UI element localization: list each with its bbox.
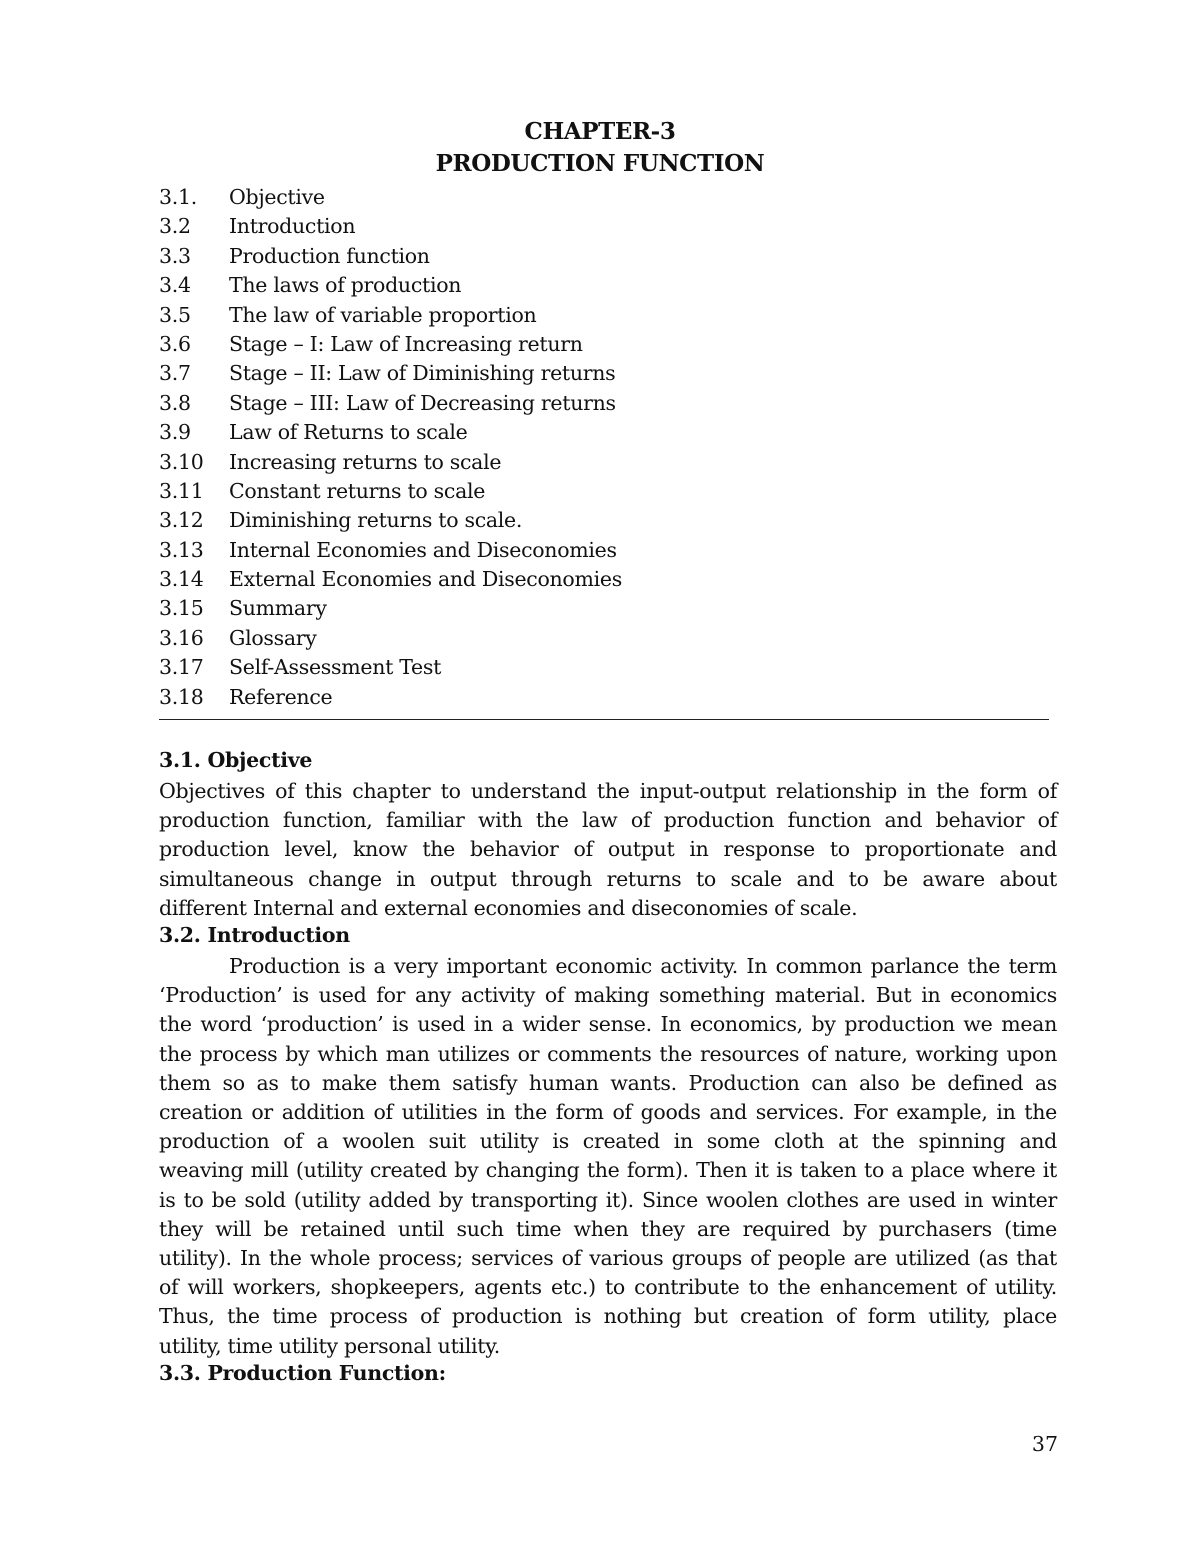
text-line: utility). In the whole process; services of various groups of people are utilized (as that	[159, 1246, 1057, 1271]
toc-item	[159, 271, 622, 300]
toc-item-label: The laws of production	[229, 273, 462, 298]
text-line: production function, familiar with the law of production function and behavior of	[159, 808, 1057, 833]
text-line: production level, know the behavior of output in response to proportionate and	[159, 837, 1057, 862]
toc-item-number: 3.18	[159, 684, 204, 709]
toc-item-label: Law of Returns to scale	[229, 420, 468, 445]
toc-item	[159, 330, 622, 359]
toc-item	[159, 359, 622, 388]
toc-item-number: 3.13	[159, 537, 204, 562]
toc-item-number: 3.1.	[159, 185, 197, 209]
text-line: Objectives of this chapter to understand the input-output relationship in the form of	[159, 779, 1057, 803]
toc-item	[159, 565, 622, 594]
toc-item-label: Summary	[229, 596, 327, 621]
toc-item	[159, 653, 622, 682]
toc-item-number: 3.15	[159, 596, 204, 621]
toc-item-number: 3.4	[159, 273, 191, 298]
text-line: simultaneous change in output through returns to scale and to be aware about	[159, 866, 1057, 891]
toc-item	[159, 242, 622, 271]
toc-item-number: 3.14	[159, 567, 204, 592]
text-line: Thus, the time process of production is nothing but creation of form utility, place	[159, 1304, 1057, 1329]
toc-item-label: Constant returns to scale	[229, 478, 486, 503]
toc-item-label: Increasing returns to scale	[229, 449, 502, 474]
toc-item-label: Objective	[229, 185, 325, 209]
toc-item-number: 3.8	[159, 390, 191, 415]
toc-item	[159, 389, 622, 418]
toc-item	[159, 506, 622, 535]
toc-item-label: Stage – II: Law of Diminishing returns	[229, 361, 616, 386]
toc-item-label: External Economies and Diseconomies	[229, 567, 622, 592]
text-line: ‘Production’ is used for any activity of making something material. But in economics	[159, 983, 1057, 1008]
toc-item	[159, 683, 622, 712]
text-line: of will workers, shopkeepers, agents etc.) to contribute to the enhancement of utility.	[159, 1275, 1057, 1300]
introduction-paragraph	[159, 952, 1057, 1361]
toc-item-number: 3.10	[159, 449, 204, 474]
toc-item-number: 3.3	[159, 243, 191, 268]
toc-item-number: 3.6	[159, 331, 191, 356]
toc-item	[159, 448, 622, 477]
text-line: utility, time utility personal utility.	[159, 1333, 501, 1358]
toc-item-label: Production function	[229, 243, 430, 268]
toc-item	[159, 624, 622, 653]
toc-item	[159, 212, 622, 241]
toc-item-label: Stage – III: Law of Decreasing returns	[229, 390, 616, 415]
table-of-contents	[159, 183, 622, 712]
toc-item-label: Introduction	[229, 214, 356, 239]
text-line: is to be sold (utility added by transporting it). Since woolen clothes are used in winter	[159, 1187, 1057, 1212]
toc-item-number: 3.2	[159, 214, 191, 239]
toc-item-number: 3.12	[159, 508, 204, 533]
text-line: the process by which man utilizes or comments the resources of nature, working upon	[159, 1041, 1057, 1066]
toc-item-label: Internal Economies and Diseconomies	[229, 537, 617, 562]
page-number: 37	[1031, 1432, 1058, 1456]
section-divider	[159, 719, 1049, 720]
toc-item	[159, 594, 622, 623]
text-line: Production is a very important economic activity. In common parlance the term	[229, 954, 1057, 978]
toc-item-label: Reference	[229, 684, 333, 709]
objective-heading: 3.1. Objective	[159, 748, 313, 772]
text-line: different Internal and external economies and diseconomies of scale.	[159, 895, 858, 920]
toc-item-label: Diminishing returns to scale.	[229, 508, 523, 533]
toc-item-number: 3.7	[159, 361, 191, 386]
toc-item	[159, 301, 622, 330]
objective-paragraph	[159, 777, 1057, 923]
toc-item	[159, 536, 622, 565]
text-line: them so as to make them satisfy human wants. Production can also be defined as	[159, 1070, 1057, 1095]
toc-item	[159, 418, 622, 447]
toc-item-number: 3.16	[159, 625, 204, 650]
text-line: production of a woolen suit utility is created in some cloth at the spinning and	[159, 1129, 1057, 1154]
toc-item-label: The law of variable proportion	[229, 302, 537, 327]
chapter-subtitle: PRODUCTION FUNCTION	[435, 150, 765, 177]
toc-item	[159, 183, 622, 212]
production-function-heading: 3.3. Production Function:	[159, 1361, 446, 1385]
introduction-heading: 3.2. Introduction	[159, 923, 350, 947]
toc-item-number: 3.9	[159, 420, 191, 445]
toc-item-label: Self-Assessment Test	[229, 655, 442, 680]
text-line: creation or addition of utilities in the form of goods and services. For example, in the	[159, 1100, 1057, 1125]
toc-item-label: Stage – I: Law of Increasing return	[229, 331, 583, 356]
toc-item	[159, 477, 622, 506]
chapter-title: CHAPTER-3	[524, 118, 676, 145]
toc-item-number: 3.17	[159, 655, 204, 680]
toc-item-label: Glossary	[229, 625, 317, 650]
toc-item-number: 3.11	[159, 478, 204, 503]
toc-item-number: 3.5	[159, 302, 191, 327]
text-line: they will be retained until such time when they are required by purchasers (time	[159, 1216, 1057, 1241]
text-line: the word ‘production’ is used in a wider sense. In economics, by production we mean	[159, 1012, 1057, 1037]
text-line: weaving mill (utility created by changing the form). Then it is taken to a place where it	[159, 1158, 1057, 1183]
